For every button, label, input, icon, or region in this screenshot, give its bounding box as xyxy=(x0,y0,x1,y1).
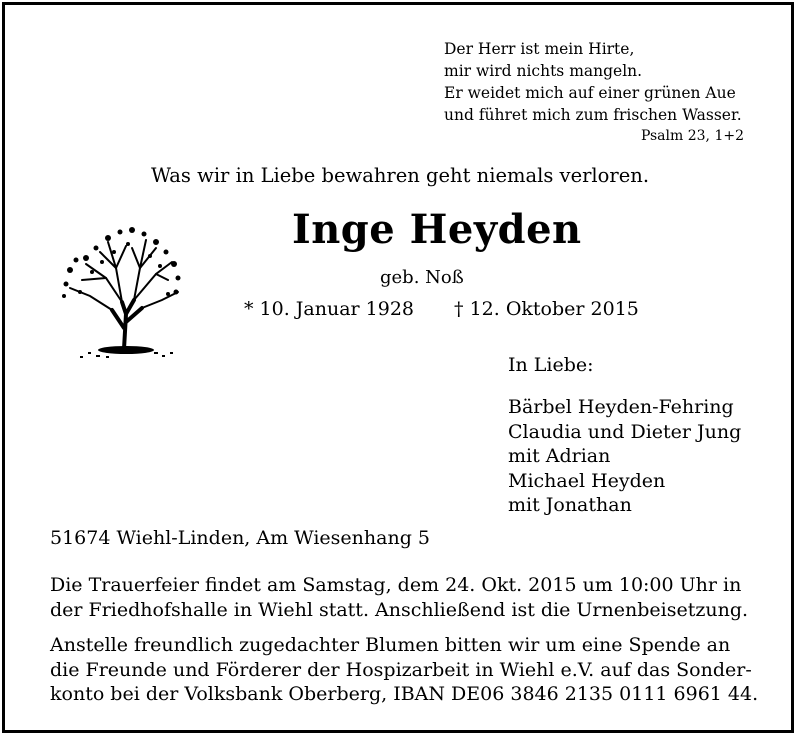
mourner: Michael Heyden xyxy=(508,469,666,492)
life-dates xyxy=(244,298,639,320)
mourner: Bärbel Heyden-Fehring xyxy=(508,396,734,418)
death-date: † 12. Oktober 2015 xyxy=(454,298,639,320)
address: 51674 Wiehl-Linden, Am Wiesenhang 5 xyxy=(50,527,430,549)
psalm-line: mir wird nichts mangeln. xyxy=(444,62,643,80)
donation-line: konto bei der Volksbank Oberberg, IBAN DE06 3846 2135 0111 6961 44. xyxy=(50,683,759,705)
psalm-quote xyxy=(444,38,742,126)
mourner: mit Adrian xyxy=(508,445,611,467)
deceased-name: Inge Heyden xyxy=(292,206,582,253)
birth-date: * 10. Januar 1928 xyxy=(244,298,415,320)
psalm-reference: Psalm 23, 1+2 xyxy=(640,128,744,144)
donation-line: die Freunde und Förderer der Hospizarbeit in Wiehl e.V. auf das Sonder- xyxy=(50,658,752,681)
mourner: Claudia und Dieter Jung xyxy=(508,420,742,443)
mourners-list xyxy=(508,395,741,518)
born-name: geb. Noß xyxy=(380,267,464,288)
donation-line: Anstelle freundlich zugedachter Blumen bitten wir um eine Spende an xyxy=(50,634,731,656)
donation-info xyxy=(50,633,758,707)
tree-icon xyxy=(56,218,186,364)
psalm-line: Der Herr ist mein Hirte, xyxy=(444,40,635,58)
psalm-line: Er weidet mich auf einer grünen Aue xyxy=(444,84,736,102)
ceremony-line: der Friedhofshalle in Wiehl statt. Anschließend ist die Urnenbeisetzung. xyxy=(50,598,749,621)
mourner: mit Jonathan xyxy=(508,494,632,516)
motto: Was wir in Liebe bewahren geht niemals verloren. xyxy=(150,164,650,187)
psalm-line: und führet mich zum frischen Wasser. xyxy=(444,106,742,124)
love-heading: In Liebe: xyxy=(508,354,594,376)
ceremony-line: Die Trauerfeier findet am Samstag, dem 24. Okt. 2015 um 10:00 Uhr in xyxy=(50,574,742,596)
ceremony-info xyxy=(50,573,748,622)
